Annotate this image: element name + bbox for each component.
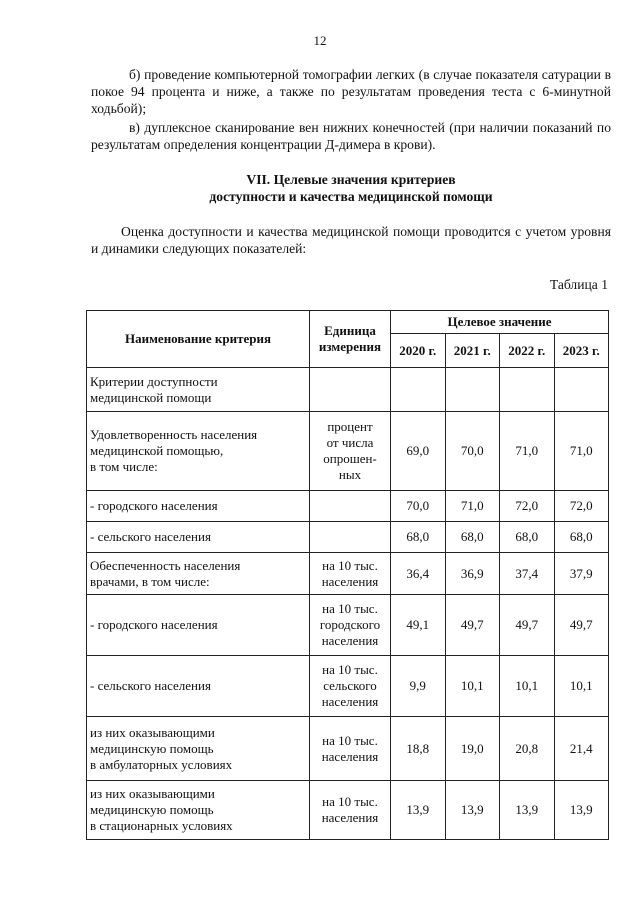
criterion-name — [87, 656, 310, 717]
value-cell-2022: 72,0 — [500, 491, 555, 522]
criterion-name-line: - сельского населения — [90, 678, 211, 693]
value-cell-2022: 68,0 — [500, 522, 555, 553]
table-row — [87, 717, 609, 781]
value-cell-2021: 70,0 — [445, 412, 500, 491]
criterion-name — [87, 368, 310, 412]
unit-cell — [310, 553, 391, 595]
header-year-2020: 2020 г. — [391, 334, 446, 368]
header-unit-line-1: Единица — [324, 323, 376, 338]
section-title-line-1: VII. Целевые значения критериев — [246, 172, 456, 187]
unit-line: населения — [321, 633, 379, 648]
paragraph-b: б) проведение компьютерной томографии легких (в случае показателя сатурации в покое 94 процента и ниже, а также по результатам проведения теста с 6-минутной ходьбой); — [91, 67, 611, 116]
value-cell-2021: 68,0 — [445, 522, 500, 553]
value-cell-2020: 70,0 — [391, 491, 446, 522]
value-cell-2022: 37,4 — [500, 553, 555, 595]
value-cell-2020: 9,9 — [391, 656, 446, 717]
criterion-name-line: в том числе: — [90, 459, 158, 474]
criterion-name-line: в амбулаторных условиях — [90, 756, 233, 772]
value-cell-2022: 20,8 — [500, 717, 555, 781]
criterion-name-line: из них оказывающими — [90, 724, 215, 740]
unit-cell — [310, 522, 391, 553]
value-cell-2021: 13,9 — [445, 781, 500, 840]
value-cell-2023: 49,7 — [554, 595, 609, 656]
criterion-name-line: медицинской помощью, — [90, 443, 224, 458]
unit-line: на 10 тыс. — [322, 662, 378, 677]
unit-cell — [310, 595, 391, 656]
value-cell-2022 — [500, 368, 555, 412]
header-target: Целевое значение — [391, 311, 609, 334]
value-cell-2021: 36,9 — [445, 553, 500, 595]
unit-line: опрошен- — [323, 451, 377, 466]
value-cell-2020: 69,0 — [391, 412, 446, 491]
criterion-name-line: медицинскую помощь — [90, 802, 214, 817]
header-year-2023: 2023 г. — [554, 334, 609, 368]
value-cell-2022: 71,0 — [500, 412, 555, 491]
unit-line: населения — [321, 810, 379, 825]
value-cell-2023: 10,1 — [554, 656, 609, 717]
page-number: 12 — [313, 33, 327, 48]
paragraph-v: в) дуплексное сканирование вен нижних конечностей (при наличии показаний по результатам определения концентрации Д-димера в крови). — [91, 120, 611, 152]
unit-line: на 10 тыс. — [322, 794, 378, 809]
unit-cell — [310, 491, 391, 522]
unit-line: ных — [338, 467, 362, 482]
value-cell-2023: 13,9 — [554, 781, 609, 840]
value-cell-2023: 37,9 — [554, 553, 609, 595]
table-header-row — [87, 311, 609, 334]
criterion-name — [87, 491, 310, 522]
unit-cell — [310, 656, 391, 717]
unit-line: на 10 тыс. — [322, 732, 378, 748]
value-cell-2020: 18,8 — [391, 717, 446, 781]
unit-cell — [310, 412, 391, 491]
criterion-name-line: Критерии доступности — [90, 373, 218, 389]
section-title — [91, 171, 611, 205]
unit-line: населения — [321, 694, 379, 709]
value-cell-2021: 19,0 — [445, 717, 500, 781]
table-row — [87, 412, 609, 491]
criterion-name-line: - городского населения — [90, 498, 218, 513]
header-year-2021: 2021 г. — [445, 334, 500, 368]
value-cell-2023: 72,0 — [554, 491, 609, 522]
value-cell-2022: 13,9 — [500, 781, 555, 840]
value-cell-2020 — [391, 368, 446, 412]
value-cell-2021: 49,7 — [445, 595, 500, 656]
criterion-name-line: медицинской помощи — [90, 389, 212, 405]
criterion-name-line: врачами, в том числе: — [90, 573, 210, 589]
unit-line: от числа — [326, 435, 374, 450]
unit-line: на 10 тыс. — [322, 557, 378, 573]
value-cell-2023: 68,0 — [554, 522, 609, 553]
table-row — [87, 522, 609, 553]
header-year-2022: 2022 г. — [500, 334, 555, 368]
value-cell-2023: 21,4 — [554, 717, 609, 781]
header-unit-line-2: измерения — [318, 339, 382, 354]
criterion-name-line: Удовлетворенность населения — [90, 427, 258, 442]
value-cell-2023: 71,0 — [554, 412, 609, 491]
criterion-name — [87, 522, 310, 553]
unit-cell — [310, 781, 391, 840]
criteria-table — [86, 310, 609, 840]
unit-line: городского — [319, 617, 381, 632]
header-unit — [310, 311, 391, 368]
value-cell-2023 — [554, 368, 609, 412]
unit-line: населения — [321, 748, 379, 764]
table-body — [87, 368, 609, 840]
unit-line: процент — [327, 419, 373, 434]
criterion-name-line: - сельского населения — [90, 529, 211, 544]
value-cell-2022: 10,1 — [500, 656, 555, 717]
table-row — [87, 553, 609, 595]
unit-cell — [310, 368, 391, 412]
criterion-name-line: в стационарных условиях — [90, 818, 233, 833]
value-cell-2020: 36,4 — [391, 553, 446, 595]
criterion-name-line: из них оказывающими — [90, 786, 215, 801]
value-cell-2021 — [445, 368, 500, 412]
unit-cell — [310, 717, 391, 781]
value-cell-2020: 13,9 — [391, 781, 446, 840]
table-row — [87, 368, 609, 412]
unit-line: на 10 тыс. — [322, 601, 378, 616]
header-name: Наименование критерия — [87, 311, 310, 368]
table-row — [87, 491, 609, 522]
intro-paragraph: Оценка доступности и качества медицинской помощи проводится с учетом уровня и динамики следующих показателей: — [91, 224, 611, 256]
criterion-name-line: - городского населения — [90, 617, 218, 632]
criterion-name-line: Обеспеченность населения — [90, 557, 241, 573]
value-cell-2021: 10,1 — [445, 656, 500, 717]
unit-line: населения — [321, 573, 379, 589]
unit-line: сельского — [323, 678, 377, 693]
criterion-name — [87, 595, 310, 656]
value-cell-2020: 49,1 — [391, 595, 446, 656]
criterion-name — [87, 412, 310, 491]
value-cell-2022: 49,7 — [500, 595, 555, 656]
value-cell-2021: 71,0 — [445, 491, 500, 522]
table-row — [87, 781, 609, 840]
criterion-name — [87, 553, 310, 595]
value-cell-2020: 68,0 — [391, 522, 446, 553]
criterion-name — [87, 717, 310, 781]
section-title-line-2: доступности и качества медицинской помощи — [209, 189, 493, 204]
criterion-name-line: медицинскую помощь — [90, 740, 214, 756]
criterion-name — [87, 781, 310, 840]
table-row — [87, 595, 609, 656]
table-row — [87, 656, 609, 717]
table-caption: Таблица 1 — [549, 277, 608, 292]
